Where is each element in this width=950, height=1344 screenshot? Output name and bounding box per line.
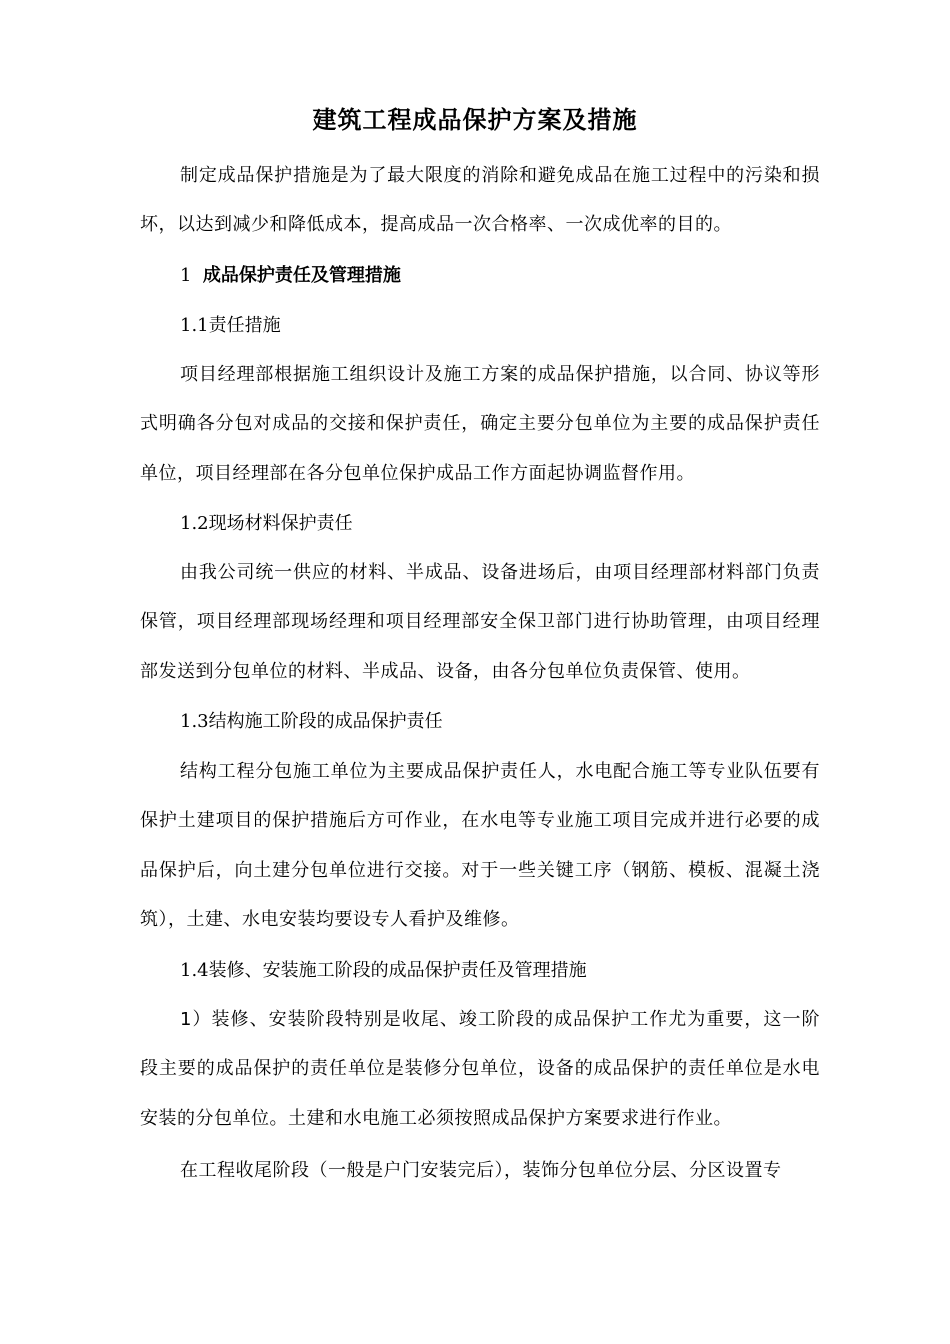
section-1-3-number: 1.3 [180,711,209,732]
section-1-2-paragraph: 由我公司统一供应的材料、半成品、设备进场后，由项目经理部材料部门负责保管，项目经理部现场经理和项目经理部安全保卫部门进行协助管理，由项目经理部发送到分包单位的材料、半成品、设备，由各分包单位负责保管、使用。 [140,562,820,682]
section-1-1-paragraph: 项目经理部根据施工组织设计及施工方案的成品保护措施，以合同、协议等形式明确各分包对成品的交接和保护责任，确定主要分包单位为主要的成品保护责任单位，项目经理部在各分包单位保护成品工作方面起协调监督作用。 [140,364,820,484]
section-1-3-paragraph: 结构工程分包施工单位为主要成品保护责任人，水电配合施工等专业队伍要有保护土建项目的保护措施后方可作业，在水电等专业施工项目完成并进行必要的成品保护后，向土建分包单位进行交接。对于一些关键工序（钢筋、模板、混凝土浇筑），土建、水电安装均要设专人看护及维修。 [140,761,820,930]
section-1-4-number: 1.4 [180,960,209,981]
section-1-4-title: 装修、安装施工阶段的成品保护责任及管理措施 [208,960,587,981]
section-1-1-heading [180,312,820,340]
intro-paragraph: 制定成品保护措施是为了最大限度的消除和避免成品在施工过程中的污染和损坏，以达到减少和降低成本，提高成品一次合格率、一次成优率的目的。 [140,165,820,236]
document-title: 建筑工程成品保护方案及措施 [312,106,638,134]
section-1-2-heading [180,510,820,538]
section-1-title: 成品保护责任及管理措施 [202,265,401,286]
section-1-3-title: 结构施工阶段的成品保护责任 [208,711,443,732]
section-1-1-number: 1.1 [180,315,209,336]
section-1-1-title: 责任措施 [208,315,281,336]
section-1-4-paragraph: 在工程收尾阶段（一般是户门安装完后），装饰分包单位分层、分区设置专 [180,1160,782,1181]
section-1-4-item-1: 1）装修、安装阶段特别是收尾、竣工阶段的成品保护工作尤为重要，这一阶段主要的成品保护的责任单位是装修分包单位，设备的成品保护的责任单位是水电安装的分包单位。土建和水电施工必须按照成品保护方案要求进行作业。 [140,1009,820,1129]
section-1-2-title: 现场材料保护责任 [208,513,353,534]
section-1-2-number: 1.2 [180,513,209,534]
section-1-number: 1 [180,265,192,286]
section-1-4-heading [180,957,820,985]
section-1-heading [180,262,820,290]
section-1-3-heading [180,708,820,736]
